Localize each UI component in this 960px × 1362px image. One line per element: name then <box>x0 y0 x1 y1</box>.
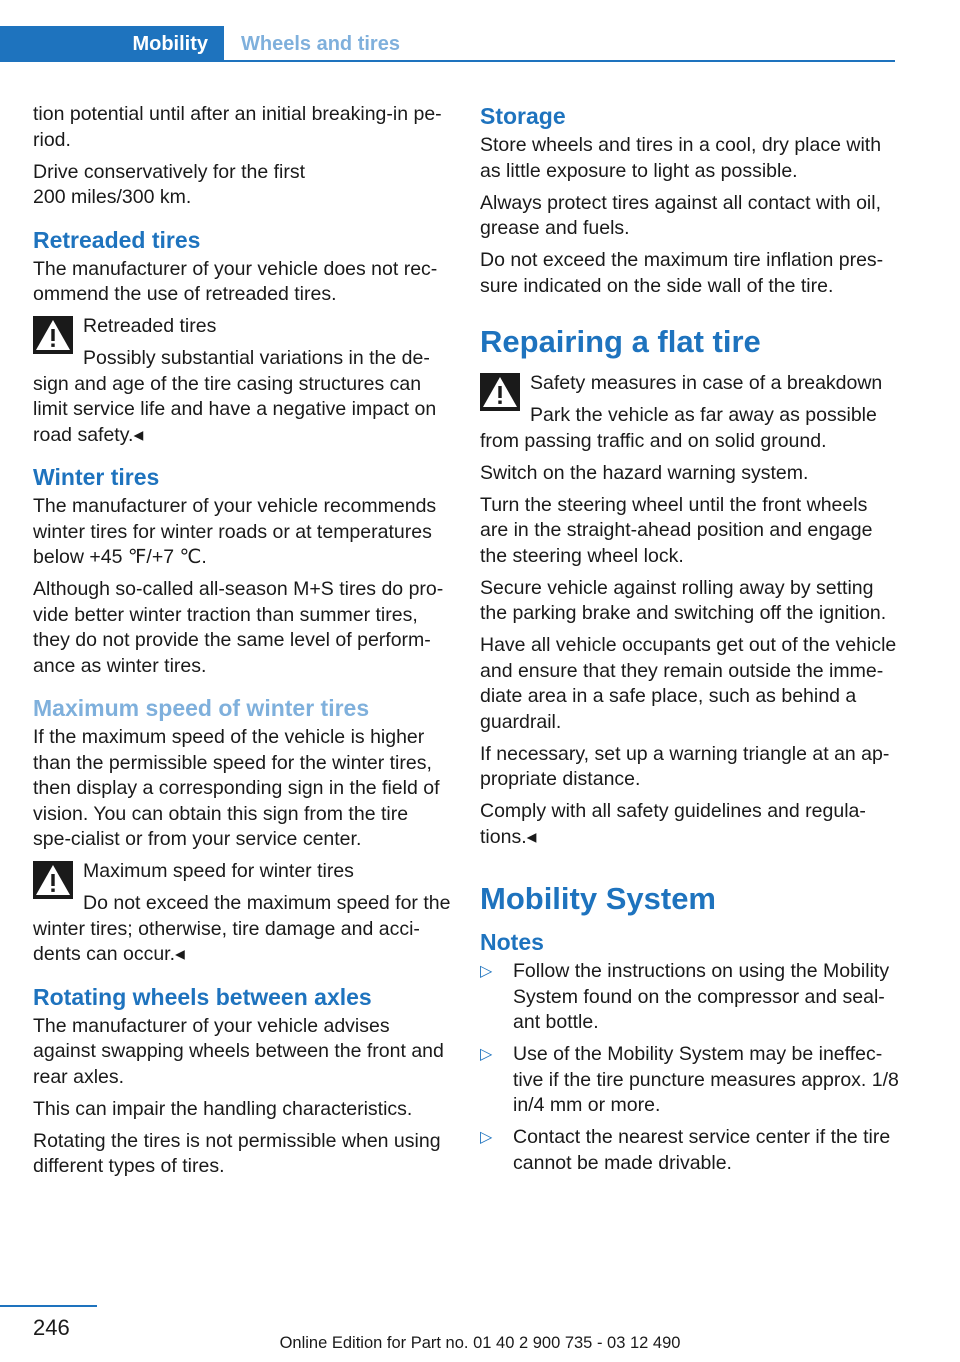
subsection-tab-label: Wheels and tires <box>241 32 400 55</box>
heading-storage: Storage <box>480 103 566 129</box>
warning-body: Possibly substantial variations in the de-sign and age of the tire casing structures can limit service life and have a negative impact on road safety.◂ <box>33 347 437 446</box>
body-paragraph: The manufacturer of your vehicle advises against swapping wheels between the front and rear axles. <box>33 1014 444 1088</box>
body-paragraph: If necessary, set up a warning triangle at an ap-propriate distance. <box>480 742 890 790</box>
warning-title: Maximum speed for winter tires <box>83 860 354 882</box>
warning-box <box>480 371 900 454</box>
triangle-bullet-icon: ▷ <box>480 1046 493 1063</box>
heading-repairing-flat-tire: Repairing a flat tire <box>480 324 761 359</box>
warning-triangle-icon <box>480 373 520 411</box>
list-item <box>480 1125 900 1176</box>
notes-list <box>480 959 900 1176</box>
body-paragraph: Although so-called all-season M+S tires do pro-vide better winter traction than summer tires, they do not provide the same level of perform-ance as winter tires. <box>33 578 444 677</box>
right-column <box>480 102 900 1183</box>
list-item-text: Contact the nearest service center if the tire cannot be made drivable. <box>513 1126 891 1174</box>
list-item <box>480 1042 900 1119</box>
warning-triangle-icon <box>33 861 73 899</box>
section-tab-wheels-and-tires[interactable] <box>224 26 400 62</box>
section-tab-label: Mobility <box>132 32 208 55</box>
body-paragraph: Switch on the hazard warning system. <box>480 461 809 484</box>
warning-box <box>33 859 451 968</box>
triangle-bullet-icon: ▷ <box>480 963 493 980</box>
header-divider <box>224 60 895 62</box>
heading-rotating-wheels: Rotating wheels between axles <box>33 983 372 1010</box>
heading-notes: Notes <box>480 929 544 955</box>
heading-retreaded-tires: Retreaded tires <box>33 226 201 253</box>
warning-box <box>33 314 451 448</box>
list-item-text: Follow the instructions on using the Mobility System found on the compressor and seal-ant bottle. <box>513 960 890 1033</box>
warning-body: Do not exceed the maximum speed for the winter tires; otherwise, tire damage and acci-dents can occur.◂ <box>33 892 451 965</box>
heading-winter-tires: Winter tires <box>33 464 160 490</box>
body-paragraph: Rotating the tires is not permissible when using different types of tires. <box>33 1129 441 1177</box>
footer-divider <box>0 1305 97 1307</box>
warning-title: Retreaded tires <box>83 315 217 337</box>
body-paragraph: Store wheels and tires in a cool, dry place with as little exposure to light as possible. <box>480 134 882 182</box>
warning-body: Park the vehicle as far away as possible from passing traffic and on solid ground. <box>480 404 877 452</box>
body-paragraph: The manufacturer of your vehicle does not rec-ommend the use of retreaded tires. <box>33 257 438 305</box>
list-item <box>480 959 900 1036</box>
body-paragraph: The manufacturer of your vehicle recommends winter tires for winter roads or at temperatures below +45 ℉/+7 ℃. <box>33 495 437 568</box>
body-paragraph: Always protect tires against all contact with oil, grease and fuels. <box>480 191 882 239</box>
body-paragraph: Comply with all safety guidelines and regula-tions.◂ <box>480 800 866 848</box>
left-column <box>33 102 451 1186</box>
page-number: 246 <box>33 1315 70 1340</box>
section-tab-mobility[interactable] <box>0 26 224 62</box>
body-paragraph: If the maximum speed of the vehicle is higher than the permissible speed for the winter tires, then display a corresponding sign in the field of vision. You can obtain this sign from the tire spe-cialist or from your service center. <box>33 726 440 850</box>
body-paragraph: Turn the steering wheel until the front wheels are in the straight-ahead position and engage the steering wheel lock. <box>480 493 873 567</box>
body-paragraph: Do not exceed the maximum tire inflation pres-sure indicated on the side wall of the tire. <box>480 249 884 297</box>
warning-title: Safety measures in case of a breakdown <box>530 372 883 394</box>
body-paragraph: This can impair the handling characteristics. <box>33 1097 413 1120</box>
intro-paragraph: Drive conservatively for the first 200 miles/300 km. <box>33 160 306 208</box>
body-paragraph: Secure vehicle against rolling away by setting the parking brake and switching off the ignition. <box>480 576 887 624</box>
edition-note: Online Edition for Part no. 01 40 2 900 735 - 03 12 490 <box>279 1334 681 1352</box>
list-item-text: Use of the Mobility System may be ineffec-tive if the tire puncture measures approx. 1/8 in/4 mm or more. <box>513 1043 899 1116</box>
intro-paragraph: tion potential until after an initial breaking-in pe-riod. <box>33 103 442 151</box>
triangle-bullet-icon: ▷ <box>480 1129 493 1146</box>
page-header <box>0 26 895 62</box>
warning-triangle-icon <box>33 316 73 354</box>
heading-maximum-speed-winter-tires: Maximum speed of winter tires <box>33 695 370 721</box>
heading-mobility-system: Mobility System <box>480 881 716 916</box>
body-paragraph: Have all vehicle occupants get out of the vehicle and ensure that they remain outside the imme-diate area in a safe place, such as behind a guardrail. <box>480 634 897 733</box>
